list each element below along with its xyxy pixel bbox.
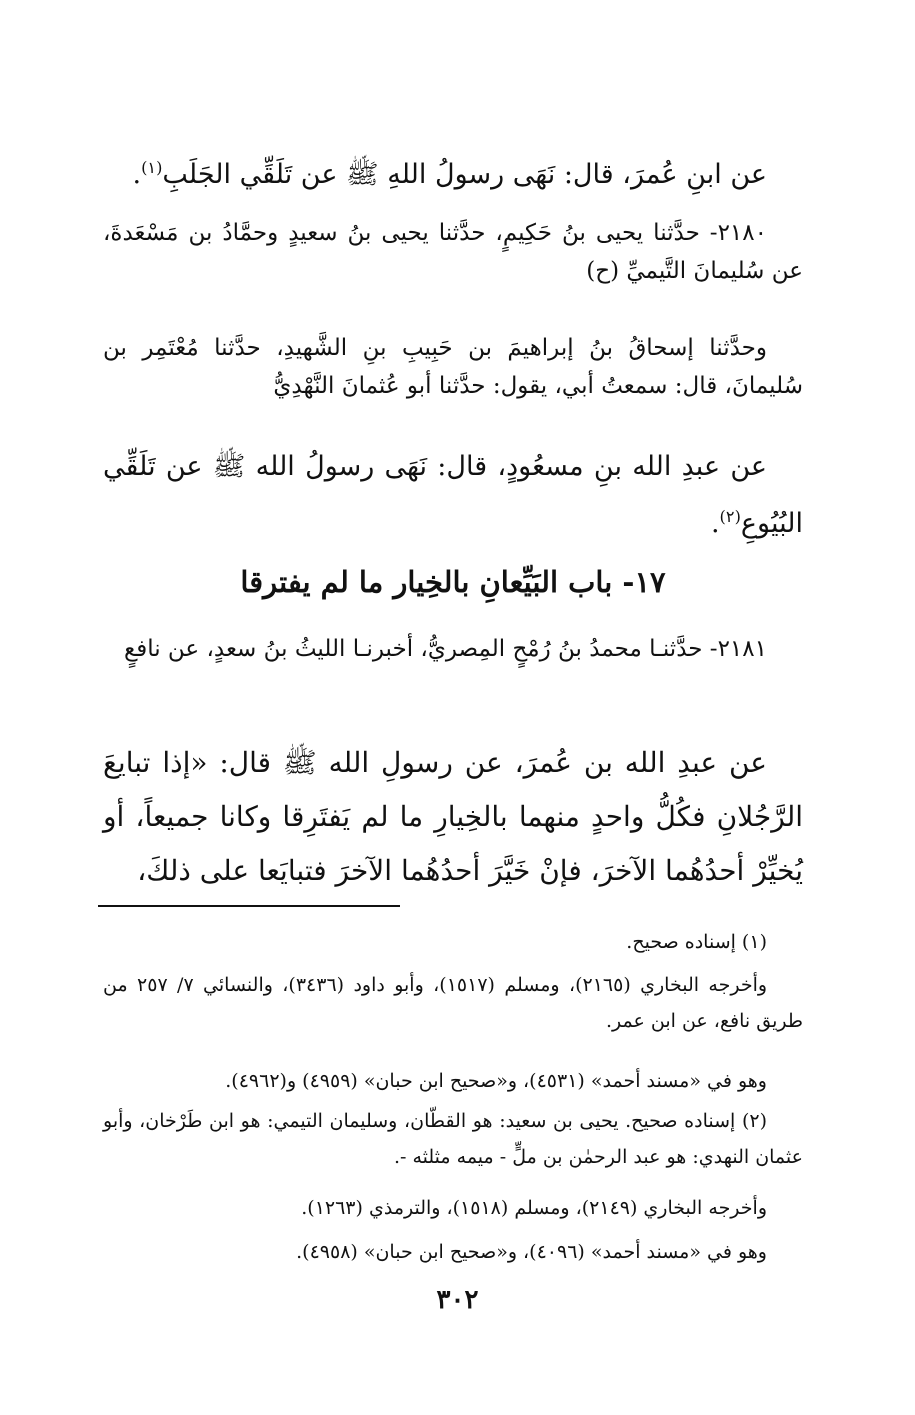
hadith-text-ibn-masud <box>103 442 803 549</box>
hadith-text: عن عبدِ الله بنِ مسعُودٍ، قال: نَهَى رسولُ الله ﷺ عن تَلَقِّي البُيُوعِ <box>103 451 803 539</box>
isnad-2181: ٢١٨١- حدَّثنـا محمدُ بنُ رُمْحٍ المِصريُّ، أخبرنـا الليثُ بنُ سعدٍ، عن نافعٍ <box>123 636 767 662</box>
footnote-2-grading: (٢) إسناده صحيح. يحيى بن سعيد: هو القطّان، وسليمان التيمي: هو ابن طَرْخان، وأبو عثمان النهدي: هو عبد الرحمٰن بن ملٍّ - ميمه مثلثه -. <box>103 1110 803 1168</box>
isnad-2180: ٢١٨٠- حدَّثنا يحيى بنُ حَكِيمٍ، حدَّثنا يحيى بنُ سعيدٍ وحمَّادُ بن مَسْعَدةَ، عن سُليمانَ التَّيميِّ (ح) <box>103 220 803 284</box>
footnote-separator <box>98 905 400 907</box>
chapter-heading: ١٧- باب البَيِّعانِ بالخِيار ما لم يفترقا <box>240 565 666 599</box>
hadith-text-khiyar: عن عبدِ الله بن عُمرَ، عن رسولِ الله ﷺ قال: «إذا تبايعَ الرَّجُلانِ فكُلُّ واحدٍ منهما بالخِيارِ ما لم يَفتَرِقا وكانا جميعاً، أو يُخيِّرْ أحدُهُما الآخرَ، فإنْ خَيَّرَ أحدُهُما الآخرَ فتبايَعا على ذلكَ، <box>103 746 803 887</box>
footnote-marker-1: (١) <box>141 158 163 177</box>
footnote-1-musnad: وهو في «مسند أحمد» (٤٥٣١)، و«صحيح ابن حبان» (٤٩٥٩) و(٤٩٦٢). <box>225 1070 767 1092</box>
sentence-end: . <box>132 159 142 190</box>
footnote-marker-2: (٢) <box>719 507 741 526</box>
isnad-2180-second-chain: وحدَّثنا إسحاقُ بنُ إبراهيمَ بن حَبِيبِ بنِ الشَّهيدِ، حدَّثنا مُعْتَمِر بن سُليمانَ، قال: سمعتُ أبي، يقول: حدَّثنا أبو عُثمانَ النَّهْدِيُّ <box>103 335 803 399</box>
hadith-text: عن ابنِ عُمرَ، قال: نَهَى رسولُ اللهِ ﷺ عن تَلَقِّي الجَلَبِ <box>162 159 767 190</box>
sentence-end: . <box>710 508 720 539</box>
footnote-2-takhrij: وأخرجه البخاري (٢١٤٩)، ومسلم (١٥١٨)، والترمذي (١٢٦٣). <box>301 1197 767 1219</box>
footnote-1-grading: (١) إسناده صحيح. <box>626 931 767 953</box>
hadith-text-ibn-umar-jalab <box>103 143 803 200</box>
footnote-2-musnad: وهو في «مسند أحمد» (٤٠٩٦)، و«صحيح ابن حبان» (٤٩٥٨). <box>296 1241 767 1263</box>
footnote-1-takhrij: وأخرجه البخاري (٢١٦٥)، ومسلم (١٥١٧)، وأبو داود (٣٤٣٦)، والنسائي ٧/ ٢٥٧ من طريق نافع، عن ابن عمر. <box>103 974 803 1032</box>
page-number: ٣٠٢ <box>436 1285 479 1315</box>
